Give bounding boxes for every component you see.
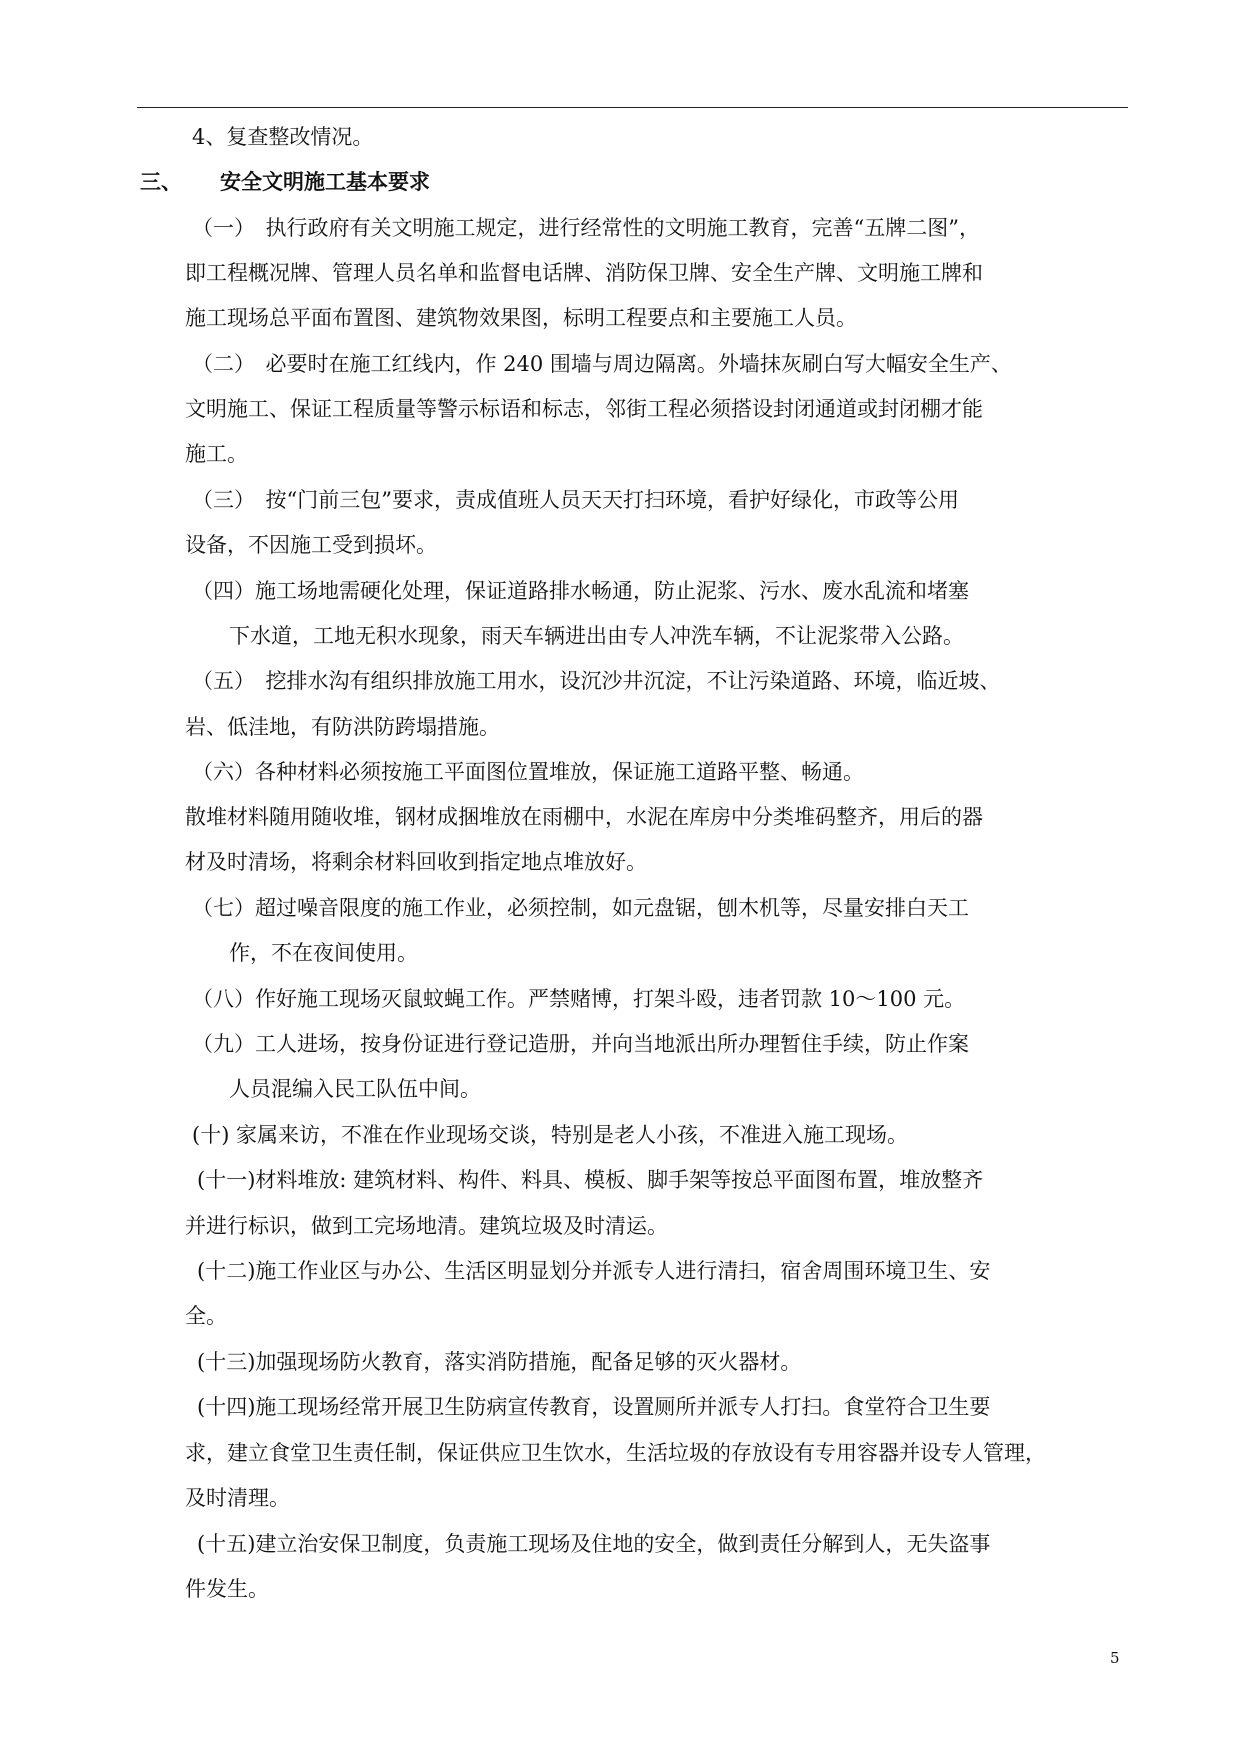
- paragraph-line: （一） 执行政府有关文明施工规定，进行经常性的文明施工教育，完善“五牌二图”，: [192, 216, 980, 240]
- paragraph-line: 施工。: [185, 442, 248, 466]
- paragraph-line: （七）超过噪音限度的施工作业，必须控制，如元盘锯，刨木机等，尽量安排白天工: [192, 896, 969, 920]
- paragraph-line: 下水道，工地无积水现象，雨天车辆进出由专人冲洗车辆，不让泥浆带入公路。: [229, 624, 964, 648]
- item-4: 4、复查整改情况。: [192, 125, 374, 149]
- paragraph-line: 作，不在夜间使用。: [229, 941, 418, 965]
- paragraph-line: 即工程概况牌、管理人员名单和监督电话牌、消防保卫牌、安全生产牌、文明施工牌和: [185, 261, 983, 285]
- paragraph-line: 文明施工、保证工程质量等警示标语和标志，邻街工程必须搭设封闭通道或封闭棚才能: [185, 397, 983, 421]
- paragraph-line: （九）工人进场，按身份证进行登记造册，并向当地派出所办理暂住手续，防止作案: [192, 1032, 969, 1056]
- paragraph-line: 全。: [185, 1304, 227, 1328]
- paragraph-line: 并进行标识，做到工完场地清。建筑垃圾及时清运。: [185, 1214, 668, 1238]
- paragraph-line: 及时清理。: [185, 1486, 290, 1510]
- paragraph-line: (十一)材料堆放: 建筑材料、构件、料具、模板、脚手架等按总平面图布置，堆放整齐: [197, 1168, 984, 1192]
- paragraph-line: 人员混编入民工队伍中间。: [229, 1077, 481, 1101]
- paragraph-line: 岩、低洼地，有防洪防跨塌措施。: [185, 715, 500, 739]
- paragraph-line: (十二)施工作业区与办公、生活区明显划分并派专人进行清扫，宿舍周围环境卫生、安: [197, 1259, 991, 1283]
- paragraph-line: （三） 按“门前三包”要求，责成值班人员天天打扫环境，看护好绿化，市政等公用: [192, 488, 959, 512]
- page-number: 5: [1110, 1649, 1120, 1667]
- paragraph-line: 材及时清场，将剩余材料回收到指定地点堆放好。: [185, 850, 647, 874]
- paragraph-line: 施工现场总平面布置图、建筑物效果图，标明工程要点和主要施工人员。: [185, 306, 857, 330]
- section-heading: [140, 168, 430, 196]
- section-title: 安全文明施工基本要求: [220, 170, 430, 194]
- paragraph-line: 件发生。: [185, 1577, 269, 1601]
- header-rule: [137, 107, 1128, 108]
- paragraph-line: （八）作好施工现场灭鼠蚊蝇工作。严禁赌博，打架斗殴，违者罚款 10～100 元。: [192, 987, 966, 1011]
- paragraph-line: （四）施工场地需硬化处理，保证道路排水畅通，防止泥浆、污水、废水乱流和堵塞: [192, 579, 969, 603]
- paragraph-line: （六）各种材料必须按施工平面图位置堆放，保证施工道路平整、畅通。: [192, 760, 864, 784]
- paragraph-line: (十四)施工现场经常开展卫生防病宣传教育，设置厕所并派专人打扫。食堂符合卫生要: [197, 1395, 991, 1419]
- paragraph-line: 设备，不因施工受到损坏。: [185, 533, 437, 557]
- paragraph-line: （二） 必要时在施工红线内，作 240 围墙与周边隔离。外墙抹灰刷白写大幅安全生产、: [192, 352, 1012, 376]
- paragraph-line: (十五)建立治安保卫制度，负责施工现场及住地的安全，做到责任分解到人，无失盗事: [197, 1532, 991, 1556]
- paragraph-line: （五） 挖排水沟有组织排放施工用水，设沉沙井沉淀，不让污染道路、环境，临近坡、: [192, 669, 1001, 693]
- paragraph-line: 求，建立食堂卫生责任制，保证供应卫生饮水，生活垃圾的存放设有专用容器并设专人管理，: [185, 1441, 1046, 1465]
- paragraph-line: 散堆材料随用随收堆，钢材成捆堆放在雨棚中，水泥在库房中分类堆码整齐，用后的器: [185, 805, 983, 829]
- section-number: 三、: [140, 170, 182, 194]
- paragraph-line: (十) 家属来访，不准在作业现场交谈，特别是老人小孩，不准进入施工现场。: [192, 1123, 909, 1147]
- paragraph-line: (十三)加强现场防火教育，落实消防措施，配备足够的灭火器材。: [197, 1350, 802, 1374]
